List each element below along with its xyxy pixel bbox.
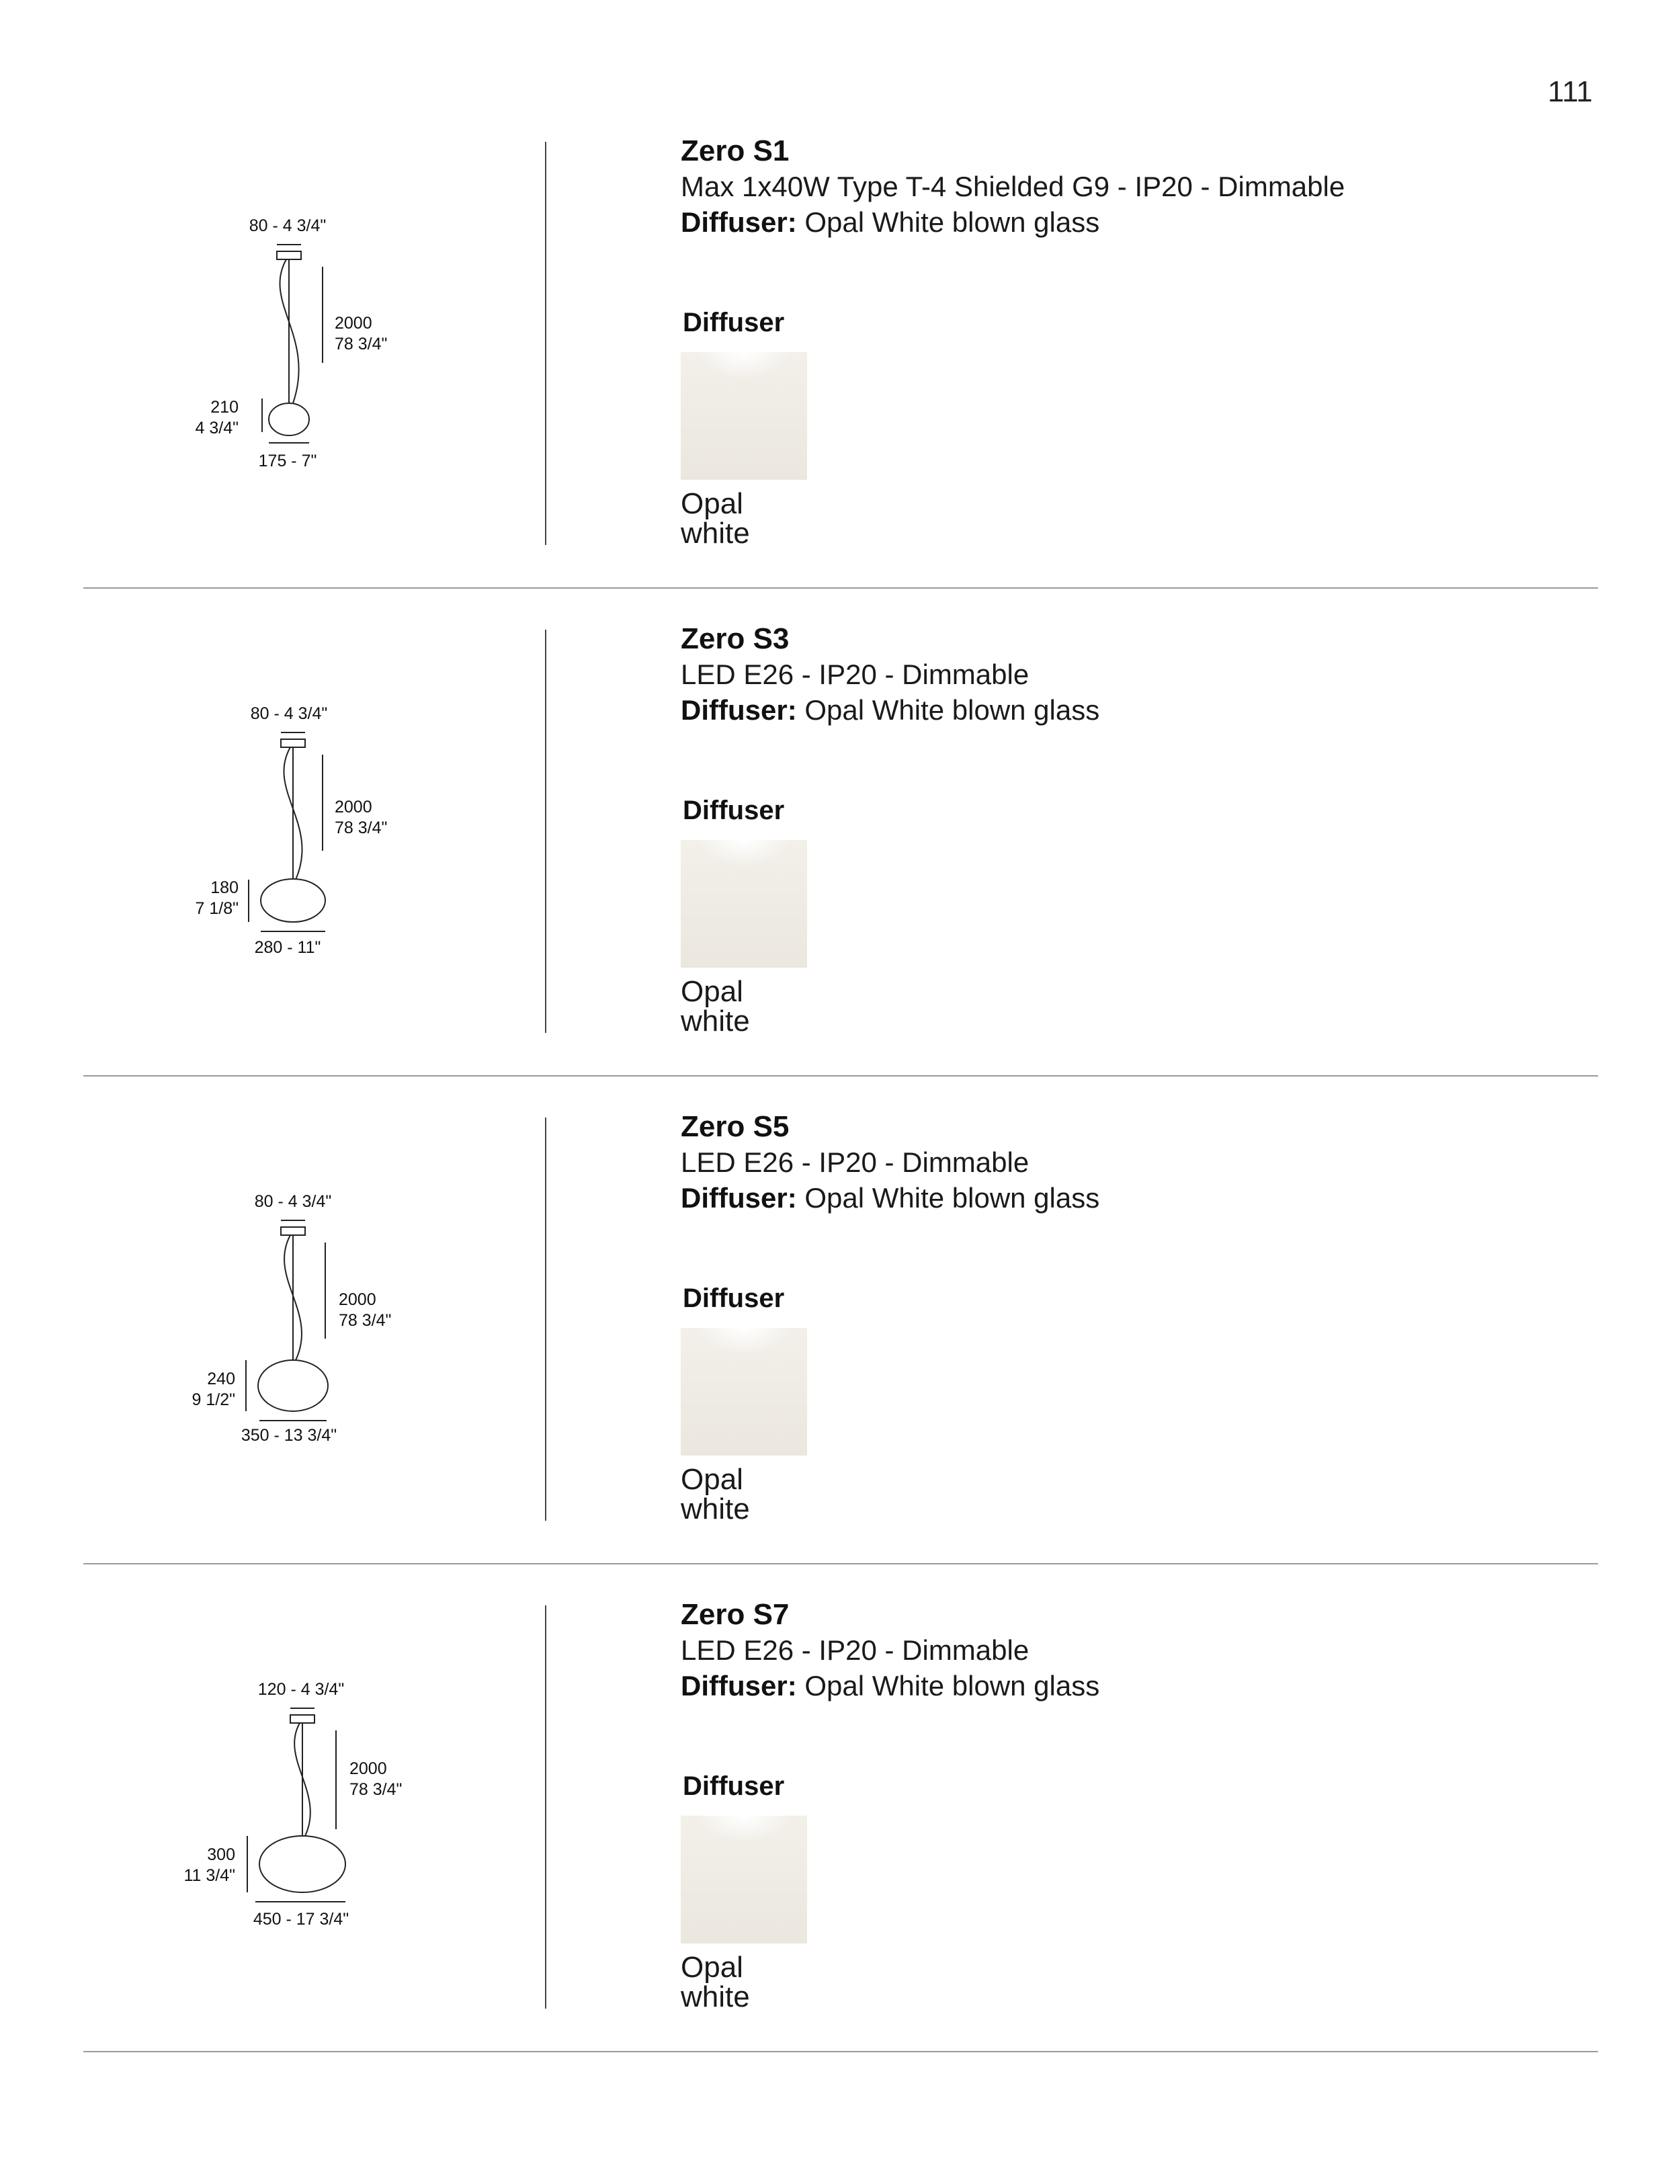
diffuser-label: Diffuser:	[681, 206, 797, 238]
length-mm-dimension: 2000	[339, 1290, 376, 1309]
length-mm-dimension: 2000	[335, 798, 372, 816]
dimension-drawing	[161, 1665, 444, 1947]
height-in-dimension: 4 3/4"	[195, 419, 239, 437]
page-number: 111	[1548, 75, 1593, 108]
diffuser-heading: Diffuser	[683, 308, 785, 337]
diffuser-value: Opal White blown glass	[804, 1670, 1100, 1702]
canopy-dimension: 80 - 4 3/4"	[254, 1192, 332, 1211]
diffuser-value: Opal White blown glass	[804, 694, 1100, 726]
dimension-drawing	[161, 1177, 444, 1460]
height-mm-dimension: 240	[207, 1370, 235, 1388]
column-divider	[545, 630, 546, 1033]
diffuser-label: Diffuser:	[681, 1670, 797, 1702]
swatch-label: Opal white	[681, 975, 750, 1038]
diffuser-description	[681, 694, 1099, 726]
diffuser-heading: Diffuser	[683, 1771, 785, 1801]
height-in-dimension: 9 1/2"	[192, 1390, 235, 1409]
opal-white-swatch	[681, 1328, 807, 1456]
length-in-dimension: 78 3/4"	[339, 1311, 392, 1330]
product-section-zero-s1	[0, 0, 1680, 550]
canopy-dimension: 80 - 4 3/4"	[249, 216, 327, 235]
product-title: Zero S1	[681, 134, 790, 167]
width-dimension: 280 - 11"	[254, 938, 321, 957]
swatch-label: Opal white	[681, 487, 750, 550]
product-section-zero-s5	[0, 976, 1680, 1525]
height-mm-dimension: 210	[210, 398, 239, 417]
diffuser-label: Diffuser:	[681, 694, 797, 726]
product-specs: LED E26 - IP20 - Dimmable	[681, 1146, 1030, 1178]
height-mm-dimension: 180	[210, 878, 239, 897]
canopy-dimension: 120 - 4 3/4"	[257, 1680, 345, 1699]
opal-white-swatch	[681, 840, 807, 968]
width-dimension: 350 - 13 3/4"	[241, 1426, 337, 1445]
dimension-drawing	[161, 202, 444, 484]
length-in-dimension: 78 3/4"	[349, 1780, 403, 1799]
height-mm-dimension: 300	[207, 1845, 235, 1864]
product-specs: LED E26 - IP20 - Dimmable	[681, 659, 1030, 690]
swatch-label: Opal white	[681, 1951, 750, 2013]
column-divider	[545, 142, 546, 545]
height-in-dimension: 11 3/4"	[183, 1866, 235, 1885]
diffuser-description	[681, 206, 1099, 239]
product-specs: Max 1x40W Type T-4 Shielded G9 - IP20 - Dimmable	[681, 171, 1345, 202]
opal-white-swatch	[681, 352, 807, 480]
diffuser-value: Opal White blown glass	[804, 1182, 1100, 1214]
section-divider	[83, 2051, 1598, 2052]
diffuser-heading: Diffuser	[683, 796, 785, 825]
length-in-dimension: 78 3/4"	[335, 818, 388, 837]
product-section-zero-s7	[0, 1464, 1680, 2013]
diffuser-label: Diffuser:	[681, 1182, 797, 1214]
column-divider	[545, 1118, 546, 1521]
diffuser-value: Opal White blown glass	[804, 206, 1100, 238]
height-in-dimension: 7 1/8"	[195, 899, 239, 918]
diffuser-heading: Diffuser	[683, 1284, 785, 1313]
canopy-dimension: 80 - 4 3/4"	[250, 704, 328, 723]
product-specs: LED E26 - IP20 - Dimmable	[681, 1634, 1030, 1666]
width-dimension: 450 - 17 3/4"	[253, 1910, 349, 1929]
length-in-dimension: 78 3/4"	[335, 335, 388, 353]
product-section-zero-s3	[0, 488, 1680, 1038]
product-title: Zero S5	[681, 1110, 790, 1143]
length-mm-dimension: 2000	[335, 314, 372, 333]
product-title: Zero S7	[681, 1598, 790, 1631]
dimension-drawing	[161, 689, 444, 972]
length-mm-dimension: 2000	[349, 1759, 387, 1778]
product-title: Zero S3	[681, 622, 790, 655]
diffuser-description	[681, 1670, 1099, 1702]
diffuser-description	[681, 1182, 1099, 1214]
opal-white-swatch	[681, 1816, 807, 1943]
width-dimension: 175 - 7"	[258, 452, 317, 470]
swatch-label: Opal white	[681, 1463, 750, 1525]
column-divider	[545, 1605, 546, 2009]
